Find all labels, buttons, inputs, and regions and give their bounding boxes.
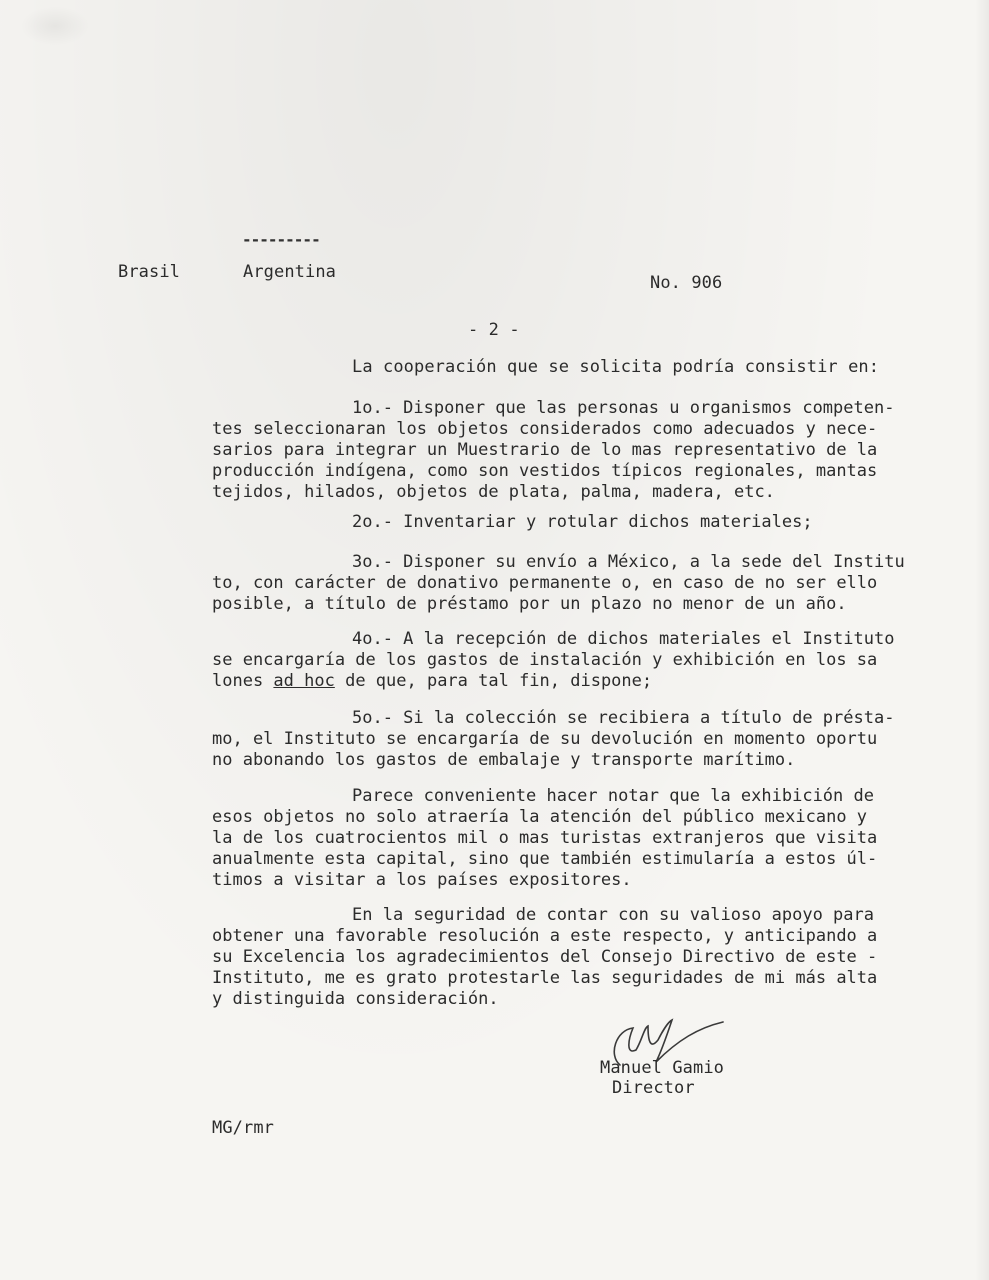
paragraph-line: se encargaría de los gastos de instalación y exhibición en los sa [212,650,878,670]
paragraph-line: posible, a título de préstamo por un plazo no menor de un año. [212,594,847,614]
paragraph-line-with-underline [212,671,972,692]
paragraph-line: 2o.- Inventariar y rotular dichos materiales; [352,512,813,532]
paragraph-line: y distinguida consideración. [212,989,499,1009]
paragraph-line: 3o.- Disponer su envío a México, a la sede del Institu [352,552,905,572]
paragraph-item-4 [212,629,972,692]
paragraph-line: 4o.- A la recepción de dichos materiales el Instituto [352,629,895,649]
paragraph-line: 5o.- Si la colección se recibiera a título de présta- [352,708,895,728]
header-dash: --------- [242,230,320,249]
signatory-name: Manuel Gamio [600,1058,725,1078]
header-left-country: Brasil [118,262,181,282]
paragraph-item-2 [212,512,972,533]
paragraph-line: producción indígena, como son vestidos típicos regionales, mantas [212,461,878,481]
paragraph-line: Parece conveniente hacer notar que la exhibición de [352,786,874,806]
paragraph-item-1 [212,398,972,503]
paragraph-line: esos objetos no solo atraería la atención del público mexicano y [212,807,868,827]
paragraph-line: timos a visitar a los países expositores. [212,870,632,890]
paragraph-line: tes seleccionaran los objetos considerados como adecuados y nece- [212,419,878,439]
paragraph-line: obtener una favorable resolución a este respecto, y anticipando a [212,926,878,946]
paragraph-line: to, con carácter de donativo permanente o, en caso de no ser ello [212,573,878,593]
paragraph-line: anualmente esta capital, sino que también estimularía a estos úl- [212,849,878,869]
paragraph-line: 1o.- Disponer que las personas u organismos competen- [352,398,895,418]
line-text: de que, para tal fin, dispone; [334,671,653,691]
paragraph-closing [212,905,972,1010]
paper-crease [20,6,90,46]
intro-line: La cooperación que se solicita podría consistir en: [352,357,880,377]
paragraph-remark [212,786,972,891]
underlined-phrase: ad hoc [273,671,335,691]
line-text: lones [212,671,274,691]
paragraph-line: su Excelencia los agradecimientos del Consejo Directivo de este - [212,947,878,967]
paragraph-line: mo, el Instituto se encargaría de su devolución en momento oportu [212,729,878,749]
typist-initials: MG/rmr [212,1118,275,1138]
paragraph-line: En la seguridad de contar con su valioso apoyo para [352,905,874,925]
signatory-title: Director [612,1078,695,1098]
paragraph-line: no abonando los gastos de embalaje y transporte marítimo. [212,750,796,770]
paragraph-item-5 [212,708,972,771]
paragraph-line: Instituto, me es grato protestarle las seguridades de mi más alta [212,968,878,988]
paragraph-line: sarios para integrar un Muestrario de lo mas representativo de la [212,440,878,460]
page-number: - 2 - [468,320,520,340]
document-number: No. 906 [650,273,723,293]
paragraph-item-3 [212,552,972,615]
paragraph-line: tejidos, hilados, objetos de plata, palma, madera, etc. [212,482,775,502]
paper-edge-shadow [975,0,989,1280]
paragraph-line: la de los cuatrocientos mil o mas turistas extranjeros que visita [212,828,878,848]
header-right-country: Argentina [243,262,337,282]
